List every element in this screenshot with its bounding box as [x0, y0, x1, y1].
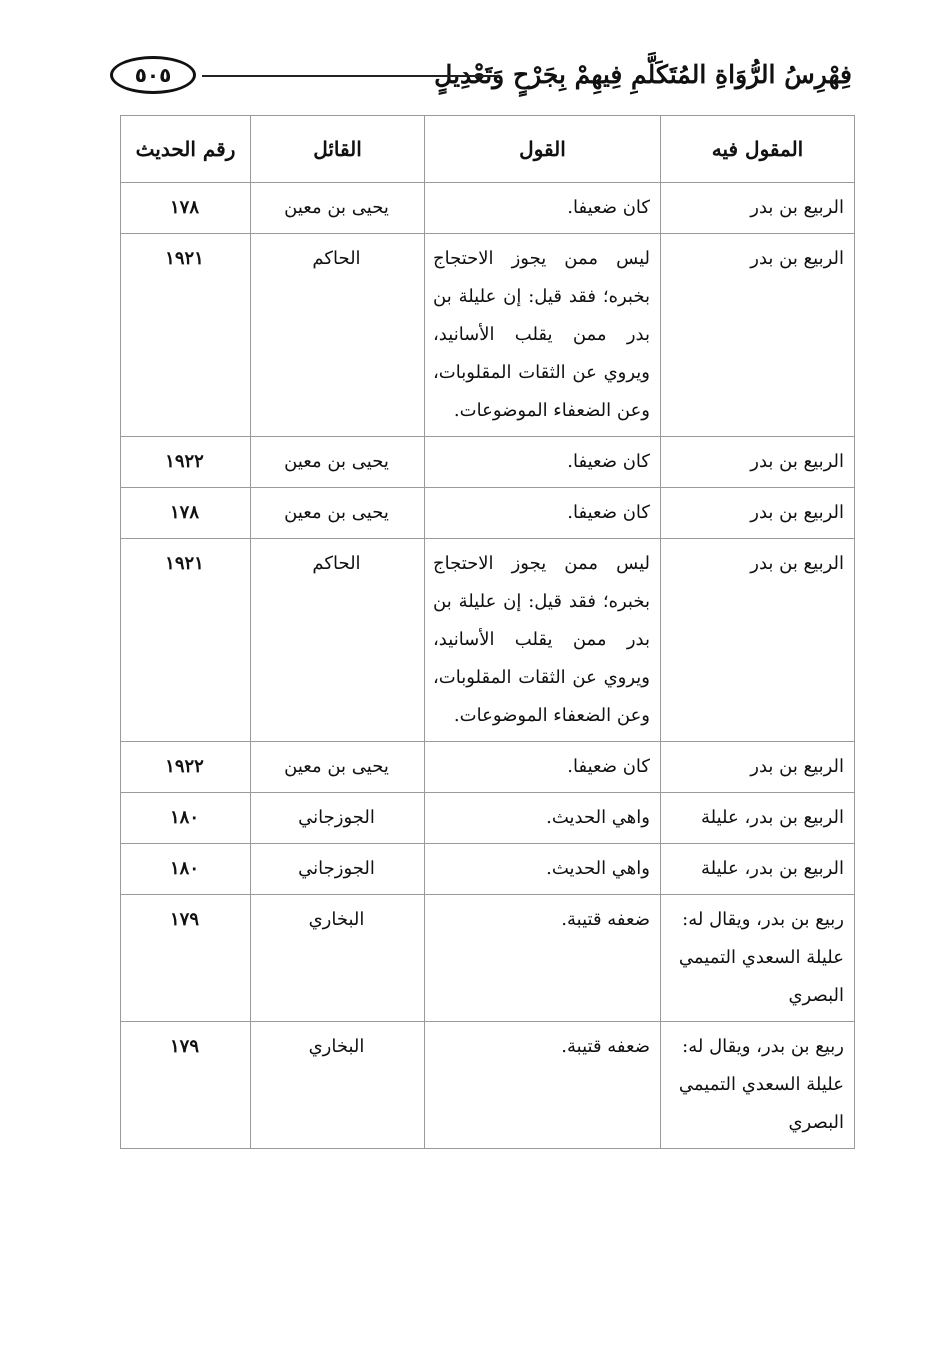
page-number-frame — [110, 56, 196, 94]
cell-speaker: البخاري — [251, 1022, 425, 1149]
cell-speaker: يحيى بن معين — [251, 742, 425, 793]
cell-saying: ليس ممن يجوز الاحتجاج بخبره؛ فقد قيل: إن عليلة بن بدر ممن يقلب الأسانيد، ويروي عن الثقات المقلوبات، وعن الضعفاء الموضوعات. — [425, 234, 661, 437]
cell-speaker: الحاكم — [251, 234, 425, 437]
cell-saying: كان ضعيفا. — [425, 437, 661, 488]
table-row — [121, 742, 855, 793]
table-row — [121, 1022, 855, 1149]
cell-saying: ضعفه قتيبة. — [425, 1022, 661, 1149]
cell-saying: ليس ممن يجوز الاحتجاج بخبره؛ فقد قيل: إن عليلة بن بدر ممن يقلب الأسانيد، ويروي عن الثقات المقلوبات، وعن الضعفاء الموضوعات. — [425, 539, 661, 742]
cell-saying: واهي الحديث. — [425, 844, 661, 895]
cell-subject: الربيع بن بدر — [661, 539, 855, 742]
cell-hadith-number: ١٧٨ — [121, 183, 251, 234]
cell-speaker: يحيى بن معين — [251, 488, 425, 539]
cell-hadith-number: ١٧٨ — [121, 488, 251, 539]
cell-speaker: الجوزجاني — [251, 844, 425, 895]
table-row — [121, 234, 855, 437]
narrators-index-table — [120, 115, 855, 1149]
cell-speaker: يحيى بن معين — [251, 183, 425, 234]
table-row — [121, 793, 855, 844]
cell-hadith-number: ١٨٠ — [121, 844, 251, 895]
cell-subject: ربيع بن بدر، ويقال له: عليلة السعدي التميمي البصري — [661, 895, 855, 1022]
cell-saying: كان ضعيفا. — [425, 488, 661, 539]
table-row — [121, 437, 855, 488]
cell-hadith-number: ١٩٢١ — [121, 539, 251, 742]
cell-saying: واهي الحديث. — [425, 793, 661, 844]
cell-subject: الربيع بن بدر — [661, 488, 855, 539]
cell-subject: الربيع بن بدر، عليلة — [661, 844, 855, 895]
table-row — [121, 895, 855, 1022]
cell-speaker: الجوزجاني — [251, 793, 425, 844]
page-number: ٥٠٥ — [134, 63, 172, 87]
cell-speaker: البخاري — [251, 895, 425, 1022]
page-header — [110, 50, 852, 102]
running-title: فِهْرِسُ الرُّوَاةِ المُتَكَلَّمِ فِيهِمْ بِجَرْحٍ وَتَعْدِيلٍ — [434, 60, 852, 89]
cell-subject: الربيع بن بدر، عليلة — [661, 793, 855, 844]
cell-subject: الربيع بن بدر — [661, 742, 855, 793]
cell-subject: الربيع بن بدر — [661, 234, 855, 437]
cell-speaker: الحاكم — [251, 539, 425, 742]
column-header-saying: القول — [425, 116, 661, 183]
cell-hadith-number: ١٧٩ — [121, 1022, 251, 1149]
cell-hadith-number: ١٨٠ — [121, 793, 251, 844]
cell-subject: ربيع بن بدر، ويقال له: عليلة السعدي التميمي البصري — [661, 1022, 855, 1149]
cell-speaker: يحيى بن معين — [251, 437, 425, 488]
cell-subject: الربيع بن بدر — [661, 437, 855, 488]
cell-hadith-number: ١٩٢٢ — [121, 742, 251, 793]
column-header-speaker: القائل — [251, 116, 425, 183]
table-row — [121, 488, 855, 539]
table-header-row — [121, 116, 855, 183]
header-rule — [202, 75, 500, 77]
column-header-subject: المقول فيه — [661, 116, 855, 183]
column-header-hadith-number: رقم الحديث — [121, 116, 251, 183]
cell-hadith-number: ١٩٢١ — [121, 234, 251, 437]
table-row — [121, 539, 855, 742]
table-row — [121, 183, 855, 234]
table-row — [121, 844, 855, 895]
cell-hadith-number: ١٩٢٢ — [121, 437, 251, 488]
cell-subject: الربيع بن بدر — [661, 183, 855, 234]
cell-saying: كان ضعيفا. — [425, 742, 661, 793]
cell-hadith-number: ١٧٩ — [121, 895, 251, 1022]
cell-saying: ضعفه قتيبة. — [425, 895, 661, 1022]
cell-saying: كان ضعيفا. — [425, 183, 661, 234]
narrators-index-table-wrapper — [120, 115, 854, 1149]
